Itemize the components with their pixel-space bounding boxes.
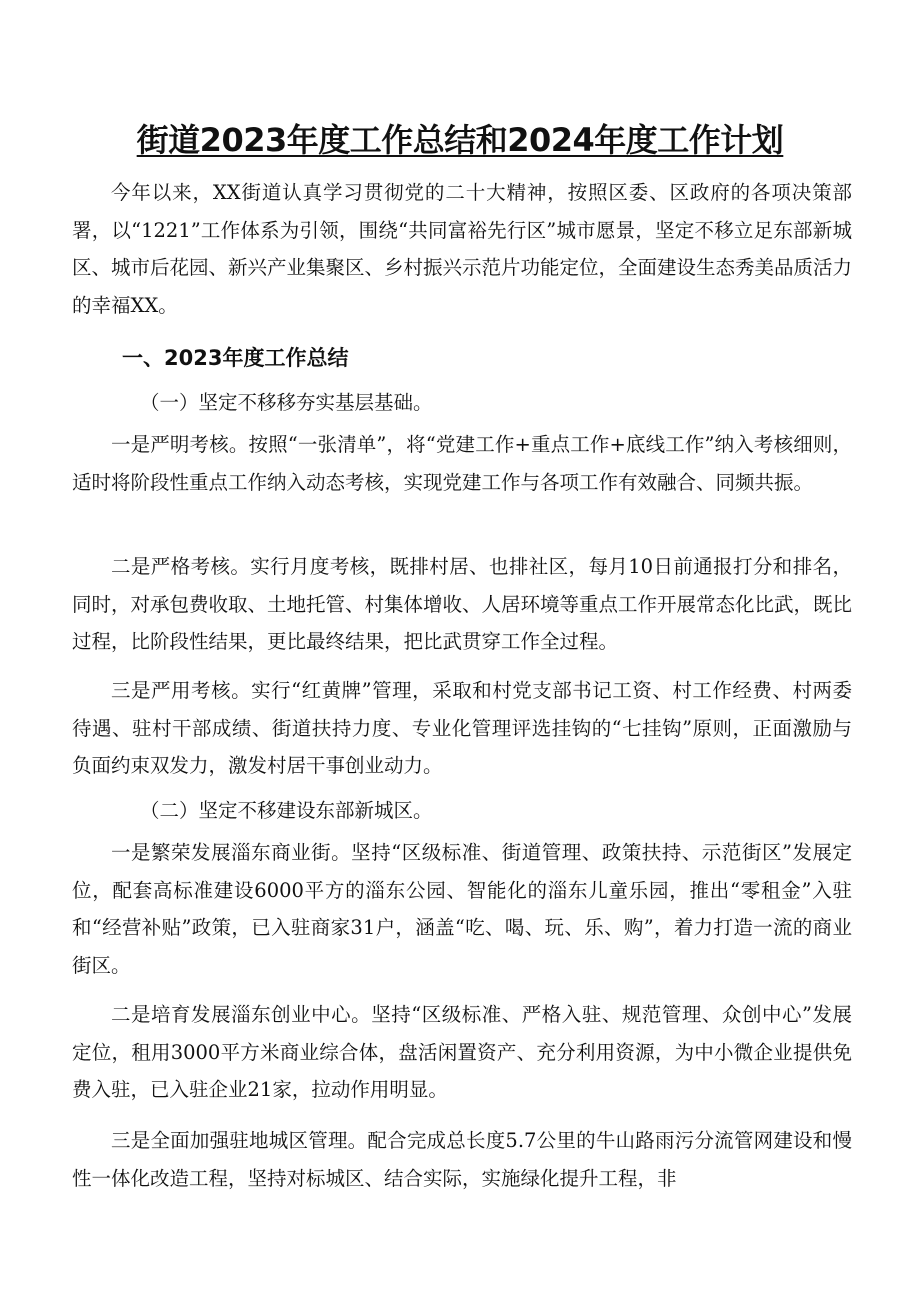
document-title: 街道2023年度工作总结和2024年度工作计划 (136, 121, 784, 159)
paragraph-startup-center: 二是培育发展淄东创业中心。坚持“区级标准、严格入驻、规范管理、众创中心”发展定位，租用3000平方米商业综合体，盘活闲置资产、充分利用资源，为中小微企业提供免费入驻，已入驻企业21家，拉动作用明显。 (72, 1003, 852, 1101)
paragraph-use-assessment: 三是严用考核。实行“红黄牌”管理，采取和村党支部书记工资、村工作经费、村两委待遇、驻村干部成绩、街道扶持力度、专业化管理评选挂钩的“七挂钩”原则，正面激励与负面约束双发力，激发村居干事创业动力。 (72, 679, 852, 777)
paragraph-urban-management: 三是全面加强驻地城区管理。配合完成总长度5.7公里的牛山路雨污分流管网建设和慢性一体化改造工程，坚持对标城区、结合实际，实施绿化提升工程，非 (72, 1129, 852, 1190)
subsection-heading-1: （一）坚定不移移夯实基层基础。 (140, 391, 433, 414)
subsection-heading-2: （二）坚定不移建设东部新城区。 (140, 799, 433, 822)
paragraph-strict-assessment: 一是严明考核。按照“一张清单”，将“党建工作+重点工作+底线工作”纳入考核细则，适时将阶段性重点工作纳入动态考核，实现党建工作与各项工作有效融合、同频共振。 (72, 433, 852, 494)
paragraph-commercial-street: 一是繁荣发展淄东商业街。坚持“区级标准、街道管理、政策扶持、示范街区”发展定位，配套高标准建设6000平方的淄东公园、智能化的淄东儿童乐园，推出“零租金”入驻和“经营补贴”政策，已入驻商家31户，涵盖“吃、喝、玩、乐、购”，着力打造一流的商业街区。 (72, 841, 852, 977)
intro-paragraph: 今年以来，XX街道认真学习贯彻党的二十大精神，按照区委、区政府的各项决策部署，以“1221”工作体系为引领，围绕“共同富裕先行区”城市愿景，坚定不移立足东部新城区、城市后花园、新兴产业集聚区、乡村振兴示范片功能定位，全面建设生态秀美品质活力的幸福XX。 (72, 181, 853, 317)
section-heading-summary: 一、2023年度工作总结 (122, 346, 349, 370)
paragraph-rigorous-assessment: 二是严格考核。实行月度考核，既排村居、也排社区，每月10日前通报打分和排名，同时，对承包费收取、土地托管、村集体增收、人居环境等重点工作开展常态化比武，既比过程，比阶段性结果，更比最终结果，把比武贯穿工作全过程。 (72, 555, 853, 653)
